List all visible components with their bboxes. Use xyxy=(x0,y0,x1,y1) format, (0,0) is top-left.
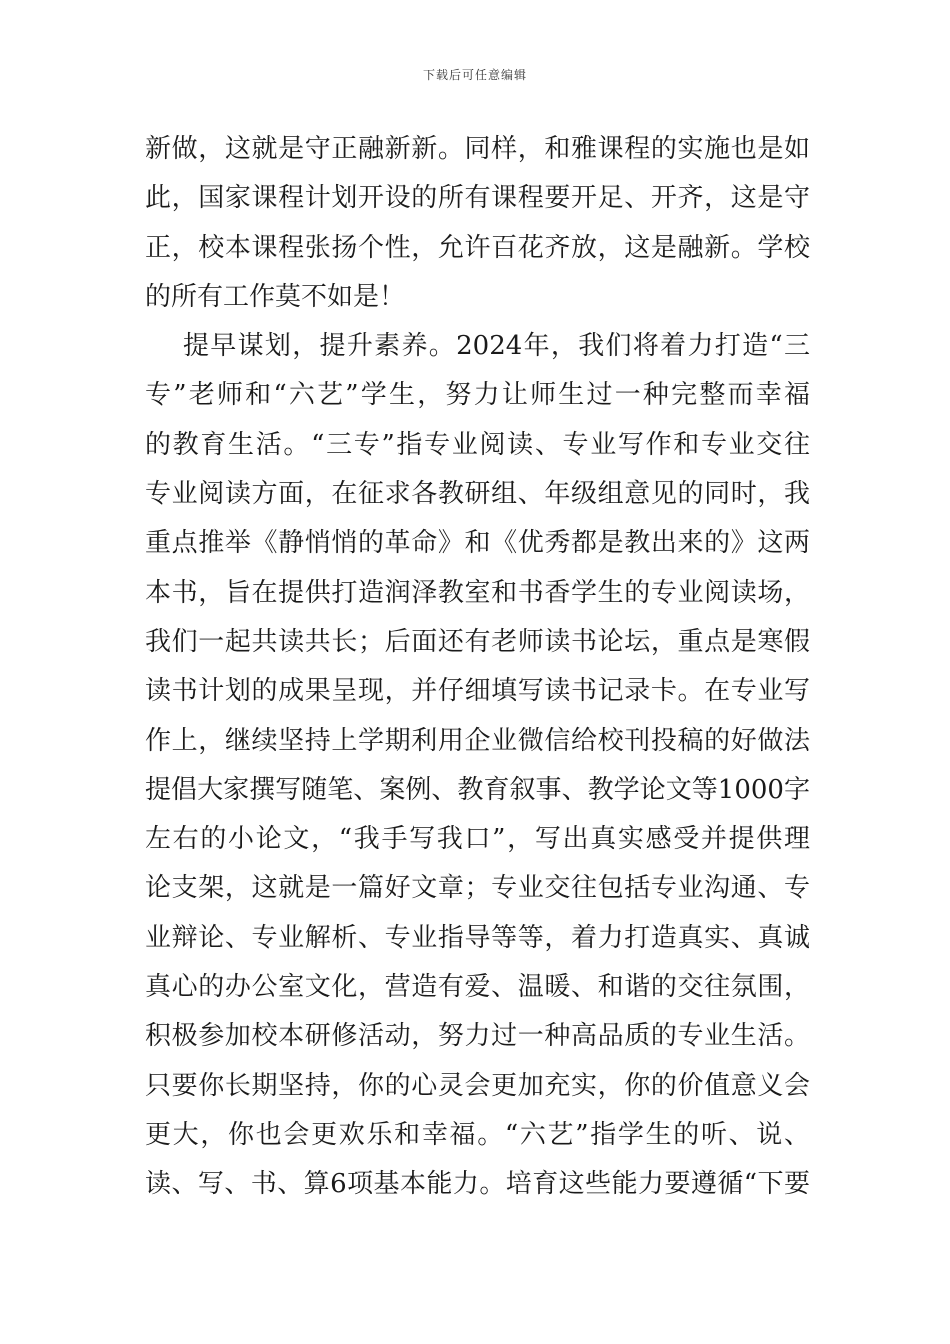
text-line: 的所有工作莫不如是！ xyxy=(145,281,406,312)
text-line: 重点推举《静悄悄的革命》和《优秀都是教出来的》这两 xyxy=(145,528,810,559)
text-line: 专”老师和“六艺”学生，努力让师生过一种完整而幸福 xyxy=(145,380,810,411)
text-line: 正，校本课程张扬个性，允许百花齐放，这是融新。学校 xyxy=(145,232,810,263)
text-line: 读、写、书、算6项基本能力。培育这些能力要遵循“下要 xyxy=(145,1169,810,1200)
text-line: 作上，继续坚持上学期利用企业微信给校刊投稿的好做法 xyxy=(145,725,810,756)
text-line: 读书计划的成果呈现，并仔细填写读书记录卡。在专业写 xyxy=(145,676,810,707)
text-line: 更大，你也会更欢乐和幸福。“六艺”指学生的听、说、 xyxy=(145,1119,810,1150)
text-line: 本书，旨在提供打造润泽教室和书香学生的专业阅读场， xyxy=(145,577,810,608)
body-text xyxy=(145,125,810,1210)
text-line: 的教育生活。“三专”指专业阅读、专业写作和专业交往 xyxy=(145,429,810,460)
download-note: 下载后可任意编辑 xyxy=(422,68,527,82)
text-line: 左右的小论文，“我手写我口”，写出真实感受并提供理 xyxy=(145,824,810,855)
text-line: 此，国家课程计划开设的所有课程要开足、开齐，这是守 xyxy=(145,183,810,214)
text-line: 真心的办公室文化，营造有爱、温暖、和谐的交往氛围， xyxy=(145,972,810,1003)
text-line: 积极参加校本研修活动，努力过一种高品质的专业生活。 xyxy=(145,1021,810,1052)
text-line: 专业阅读方面，在征求各教研组、年级组意见的同时，我 xyxy=(145,479,810,510)
text-line: 提早谋划，提升素养。2024年，我们将着力打造“三 xyxy=(183,331,810,362)
text-line: 论支架，这就是一篇好文章；专业交往包括专业沟通、专 xyxy=(145,873,810,904)
text-line: 只要你长期坚持，你的心灵会更加充实，你的价值意义会 xyxy=(145,1070,810,1101)
text-line: 我们一起共读共长；后面还有老师读书论坛，重点是寒假 xyxy=(145,626,810,657)
text-line: 新做，这就是守正融新新。同样，和雅课程的实施也是如 xyxy=(145,134,810,164)
text-line: 提倡大家撰写随笔、案例、教育叙事、教学论文等1000字 xyxy=(145,774,810,805)
text-line: 业辩论、专业解析、专业指导等等，着力打造真实、真诚 xyxy=(145,922,810,953)
